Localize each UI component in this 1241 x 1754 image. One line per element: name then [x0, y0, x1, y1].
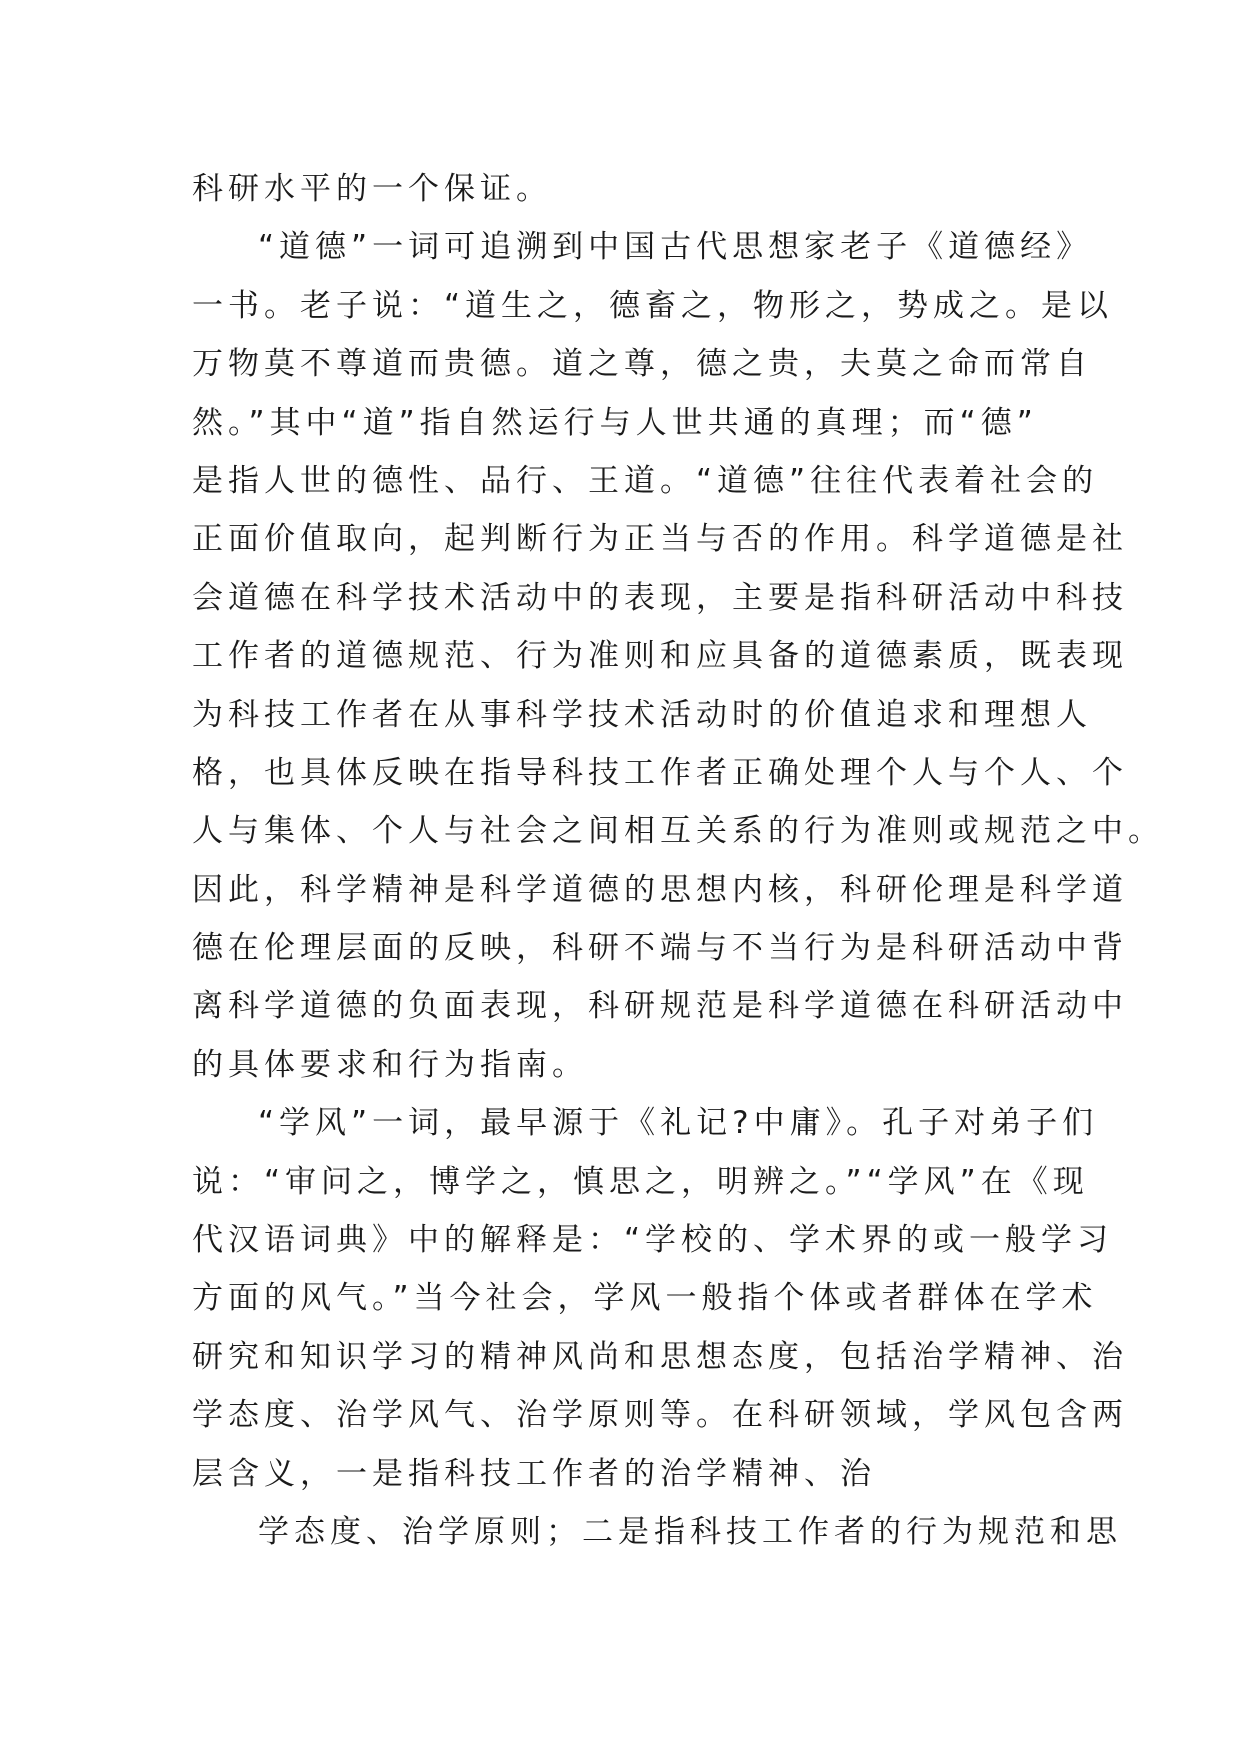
text-line: 工作者的道德规范、行为准则和应具备的道德素质，既表现	[192, 638, 1128, 675]
text-line: 离科学道德的负面表现，科研规范是科学道德在科研活动中	[192, 988, 1128, 1025]
text-line: 德在伦理层面的反映，科研不端与不当行为是科研活动中背	[192, 930, 1128, 967]
text-line: 格，也具体反映在指导科技工作者正确处理个人与个人、个	[192, 754, 1128, 791]
text-line: 学态度、治学风气、治学原则等。在科研领域，学风包含两	[192, 1397, 1128, 1434]
text-line: 是指人世的德性、品行、王道。“道德”往往代表着社会的	[192, 462, 1099, 499]
text-line: 研究和知识学习的精神风尚和思想态度，包括治学精神、治	[192, 1338, 1128, 1375]
text-line: 的具体要求和行为指南。	[192, 1046, 588, 1083]
text-line: 说：“审问之，博学之，慎思之，明辨之。”“学风”在《现	[192, 1163, 1089, 1200]
text-line: 正面价值取向，起判断行为正当与否的作用。科学道德是社	[192, 521, 1128, 558]
text-line: 科研水平的一个保证。	[192, 171, 552, 207]
text-line: 层含义，一是指科技工作者的治学精神、治	[192, 1455, 876, 1492]
text-line: 学态度、治学原则；二是指科技工作者的行为规范和思	[258, 1513, 1122, 1550]
text-line: 然。”其中“道”指自然运行与人世共通的真理；而“德”	[192, 404, 1038, 441]
text-line: 万物莫不尊道而贵德。道之尊，德之贵，夫莫之命而常自	[192, 346, 1092, 383]
text-line: 人与集体、个人与社会之间相互关系的行为准则或规范之中。	[192, 813, 1164, 850]
text-line: 一书。老子说：“道生之，德畜之，物形之，势成之。是以	[192, 287, 1114, 324]
text-line: 为科技工作者在从事科学技术活动时的价值追求和理想人	[192, 696, 1092, 733]
text-line: 因此，科学精神是科学道德的思想内核，科研伦理是科学道	[192, 871, 1128, 908]
text-line: 方面的风气。”当今社会，学风一般指个体或者群体在学术	[192, 1280, 1098, 1317]
body-text	[192, 160, 1164, 1561]
text-line: “道德”一词可追溯到中国古代思想家老子《道德经》	[258, 229, 1093, 266]
text-line: 会道德在科学技术活动中的表现，主要是指科研活动中科技	[192, 579, 1128, 616]
text-line: “学风”一词，最早源于《礼记?中庸》。孔子对弟子们	[258, 1105, 1099, 1142]
text-line: 代汉语词典》中的解释是：“学校的、学术界的或一般学习	[192, 1222, 1114, 1259]
